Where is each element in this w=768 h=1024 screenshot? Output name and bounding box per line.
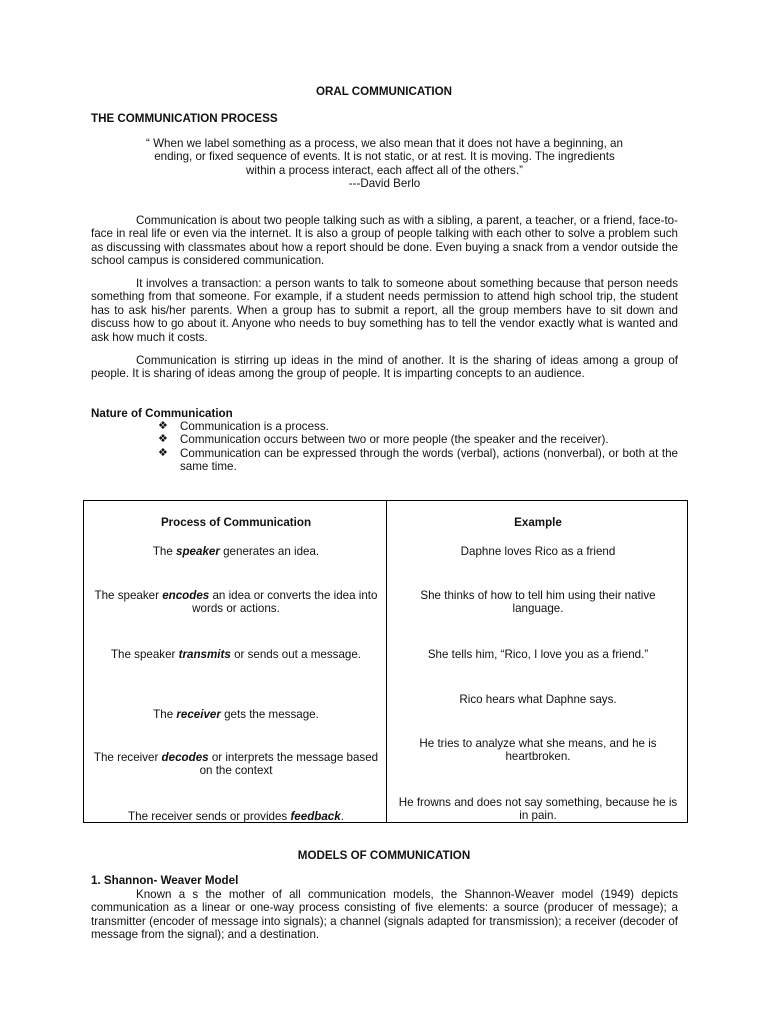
paragraph-1 [91,214,678,268]
table-row-step: The speaker transmits or sends out a message. [110,648,362,661]
table-row-example: Daphne loves Rico as a friend [460,545,616,558]
table-row-step: The receiver decodes or interprets the message based on the context [93,751,379,778]
table-row-step: The receiver sends or provides feedback. [128,810,344,823]
list-item: ❖ Communication can be expressed through the words (verbal), actions (nonverbal), or both at the same time. [158,446,678,474]
table-row-step: The receiver gets the message. [153,708,319,721]
list-item: ❖ Communication occurs between two or more people (the speaker and the receiver). [158,433,609,447]
document-title: ORAL COMMUNICATION [315,85,453,98]
shannon-weaver-heading: 1. Shannon- Weaver Model [91,874,239,887]
table-row-example: He frowns and does not say something, because he is in pain. [398,796,678,823]
quote-line-1: “ When we label something as a process, we also mean that it does not have a beginning, an [146,137,623,150]
paragraph-1-text: Communication is about two people talking such as with a sibling, a parent, a teacher, or a friend, face-to-face in real life or even via the internet. It is also a group of people talking with each other to solve a problem such as discussing with classmates about how a report should be done. Even buying a snack from a vendor outside the school campus is considered communication. [91,214,678,268]
quote-line-2: ending, or fixed sequence of events. It is not static, or at rest. It is moving. The ingredients [154,150,615,164]
diamond-bullet-icon: ❖ [158,420,168,432]
models-heading: MODELS OF COMMUNICATION [297,849,471,862]
table-header-example: Example [514,516,562,529]
diamond-bullet-icon: ❖ [158,433,168,446]
paragraph-3-text: Communication is stirring up ideas in the mind of another. It is the sharing of ideas among a group of people. It is sharing of ideas among the group of people. It is imparting concepts to an audience. [91,354,678,381]
list-item: ❖ Communication is a process. [158,420,329,433]
nature-heading: Nature of Communication [91,407,233,420]
diamond-bullet-icon: ❖ [158,446,168,459]
paragraph-2-text: It involves a transaction: a person wants to talk to someone about something because that person needs something from that someone. For example, if a student needs permission to attend high school trip, the student has to ask his/her parents. When a group has to submit a report, all the group members have to sit down and discuss how to go about it. Anyone who needs to buy something has to tell the vendor exactly what is wanted and ask how much it costs. [91,277,678,344]
section-heading: THE COMMUNICATION PROCESS [91,112,278,125]
quote-line-3: within a process interact, each affect all of the others.” [246,163,523,177]
shannon-weaver-text: Known a s the mother of all communication models, the Shannon-Weaver model (1949) depicts communication as a linear or one-way process consisting of five elements: a source (producer of message); a transmitter (encoder of message into signals); a channel (signals adapted for transmission); a receiver (decoder of message from the signal); and a destination. [91,888,678,942]
quote-block [91,137,678,191]
paragraph-2 [91,277,678,344]
table-row-step: The speaker encodes an idea or converts the idea into words or actions. [94,589,378,616]
nature-list [158,420,678,474]
table-row-example: She thinks of how to tell him using their native language. [420,589,656,616]
table-row-example: Rico hears what Daphne says. [459,693,617,706]
table-row-step: The speaker generates an idea. [152,545,320,558]
quote-author: ---David Berlo [348,177,421,191]
table-header-process: Process of Communication [160,516,312,529]
table-row-example: She tells him, “Rico, I love you as a friend.” [427,648,649,661]
table-row-example: He tries to analyze what she means, and he is heartbroken. [419,737,657,764]
table-column-divider [386,501,387,822]
process-table [83,500,688,823]
shannon-weaver-paragraph [91,888,678,942]
paragraph-3 [91,354,678,381]
